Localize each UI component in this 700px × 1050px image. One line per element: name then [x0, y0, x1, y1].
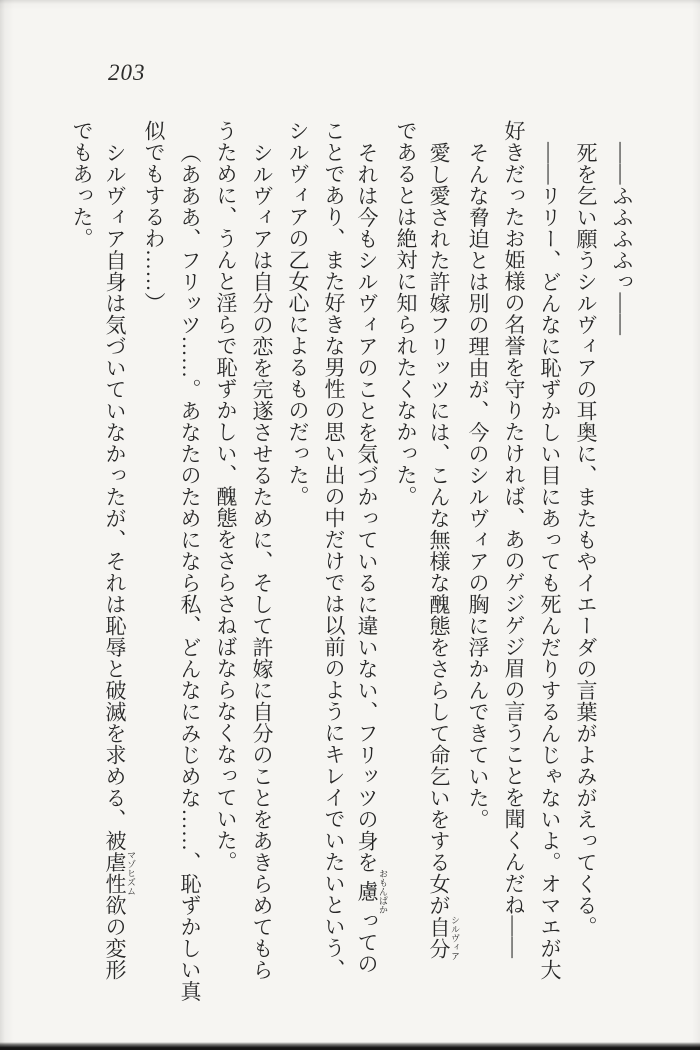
page-number: 203 [108, 60, 146, 85]
text-column: 死を乞い願うシルヴィアの耳奥に、またもやイエーダの言葉がよみがえってくる。 [574, 142, 598, 938]
ruby-annotated-word: 慮 おもんぱか [355, 869, 388, 914]
text-column: シルヴィアの乙女心によるものだった。 [286, 120, 310, 507]
ruby-annotated-word: 自分 シルヴィア [427, 915, 460, 961]
text-column: 愛し愛された許嫁フリッツには、こんな無様な醜態をさらして命乞いをする女が自分 シルヴィア [427, 142, 460, 961]
text-column: シルヴィアは自分の恋を完遂させるために、そして許嫁に自分のことをあきらめてもら [250, 142, 274, 981]
text-column: ――ふふふふっ―― [610, 142, 634, 336]
text-column: そんな脅迫とは別の理由が、今のシルヴィアの胸に浮かんできていた。 [466, 142, 490, 830]
text-columns [64, 120, 640, 1010]
text-column: それは今もシルヴィアのことを気づかっているに違いない、フリッツの身を慮 おもんぱかっての [355, 142, 388, 975]
text-column: （あああ、フリッツ……。あなたのためになら私、どんなにみじめな……、恥ずかしい真 [178, 142, 202, 1002]
ruby-annotated-word: 被虐性欲 マゾヒズム [103, 830, 136, 916]
text-column: ――リリー、どんなに恥ずかしい目にあっても死んだりするんじゃないよ。オマエが大 [538, 142, 562, 981]
text-column: でもあった。 [70, 120, 94, 249]
text-column: 似でもするわ……） [142, 120, 166, 314]
scan-edge-bottom [0, 1042, 700, 1050]
text-column: ことであり、また好きな男性の思い出の中だけでは以前のようにキレイでいたいという、 [322, 120, 346, 980]
text-column: シルヴィア自身は気づいていなかったが、それは恥辱と破滅を求める、被虐性欲 マゾヒズムの変形 [103, 142, 136, 981]
text-column: うために、うんと淫らで恥ずかしい、醜態をさらさねばならなくなっていた。 [214, 120, 238, 873]
text-column: 好きだったお姫様の名誉を守りたければ、あのゲジゲジ眉の言うことを聞くんだね―― [502, 120, 526, 959]
text-column: であるとは絶対に知られたくなかった。 [394, 120, 418, 507]
